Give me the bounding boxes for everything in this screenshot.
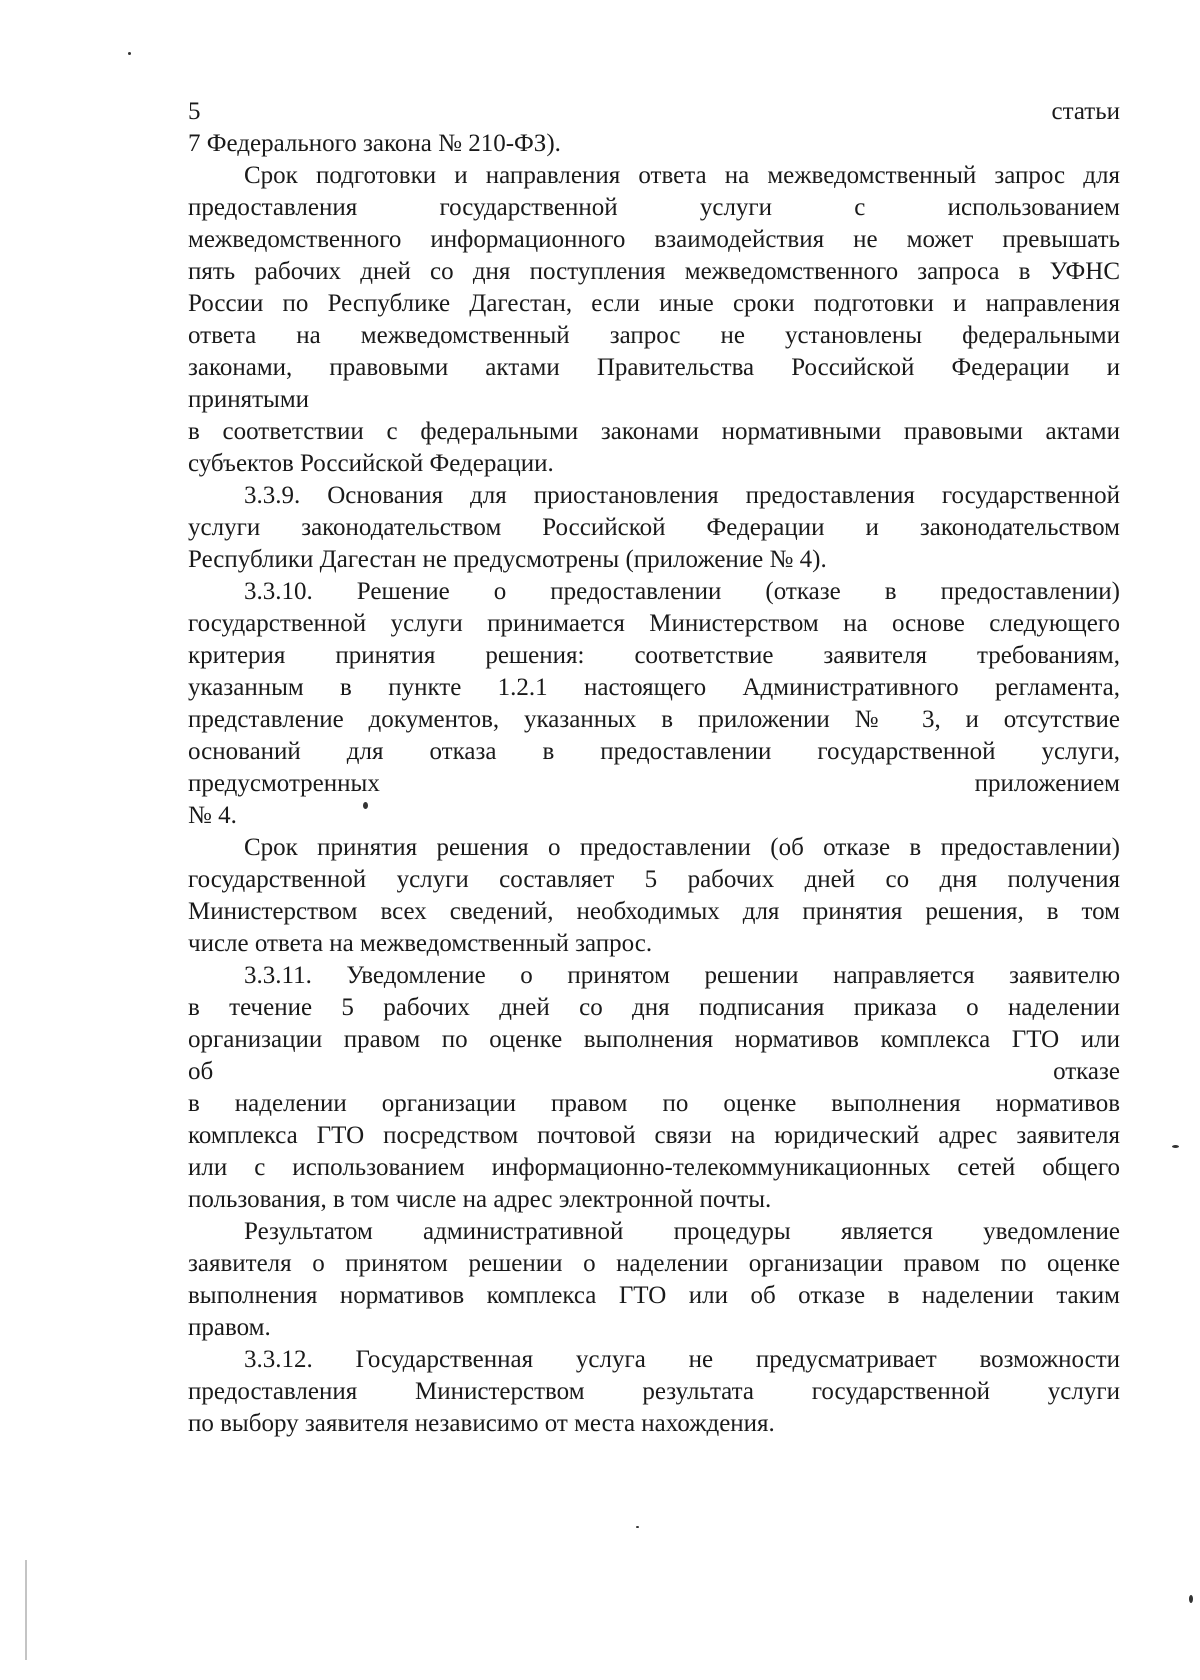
header-continuation-word: статьи [1051, 98, 1120, 125]
text-line: межведомственного информационного взаимодействия не может превышать [188, 226, 1120, 253]
text-line: законами, правовыми актами Правительства Российской Федерации и [188, 354, 1120, 381]
text-line: комплекса ГТО посредством почтовой связи на юридический адрес заявителя [188, 1122, 1120, 1149]
text-line: предоставления Министерством результата государственной услуги [188, 1378, 1120, 1405]
text-line: Республики Дагестан не предусмотрены (приложение № 4). [188, 546, 827, 573]
text-line: 3.3.11. Уведомление о принятом решении направляется заявителю [244, 962, 1120, 989]
text-line: государственной услуги составляет 5 рабочих дней со дня получения [188, 866, 1120, 893]
text-line: государственной услуги принимается Министерством на основе следующего [188, 610, 1120, 637]
text-line: предусмотренных приложением [188, 770, 1120, 797]
text-line: Министерством всех сведений, необходимых для принятия решения, в том [188, 898, 1120, 925]
text-line: 7 Федерального закона № 210-ФЗ). [188, 130, 561, 157]
text-line: или с использованием информационно-телекоммуникационных сетей общего [188, 1154, 1120, 1181]
text-line: заявителя о принятом решении о наделении организации правом по оценке [188, 1250, 1120, 1277]
scan-speck [363, 802, 368, 809]
text-line: № 4. [188, 802, 237, 829]
document-body [188, 128, 1120, 1440]
scan-speck [636, 1526, 639, 1528]
text-line: предоставления государственной услуги с использованием [188, 194, 1120, 221]
text-line: оснований для отказа в предоставлении государственной услуги, [188, 738, 1120, 765]
text-line: правом. [188, 1314, 271, 1341]
text-line: критерия принятия решения: соответствие заявителя требованиям, [188, 642, 1120, 669]
page-header [188, 96, 1120, 128]
scan-speck [1189, 1595, 1193, 1603]
scan-edge-mark [25, 1560, 27, 1660]
text-line: об отказе [188, 1058, 1120, 1085]
scan-speck [128, 52, 131, 55]
scan-speck [1172, 1145, 1179, 1148]
text-line: в наделении организации правом по оценке выполнения нормативов [188, 1090, 1120, 1117]
text-line: Результатом административной процедуры является уведомление [244, 1218, 1120, 1245]
text-line: в соответствии с федеральными законами нормативными правовыми актами [188, 418, 1120, 445]
text-line: субъектов Российской Федерации. [188, 450, 554, 477]
text-line: организации правом по оценке выполнения нормативов комплекса ГТО или [188, 1026, 1120, 1053]
text-line: по выбору заявителя независимо от места нахождения. [188, 1410, 775, 1437]
text-line: 3.3.9. Основания для приостановления предоставления государственной [244, 482, 1120, 509]
document-page [188, 96, 1120, 1440]
text-line: России по Республике Дагестан, если иные сроки подготовки и направления [188, 290, 1120, 317]
text-line: услуги законодательством Российской Федерации и законодательством [188, 514, 1120, 541]
text-line: принятыми [188, 386, 310, 413]
text-line: 3.3.12. Государственная услуга не предусматривает возможности [244, 1346, 1120, 1373]
text-line: ответа на межведомственный запрос не установлены федеральными [188, 322, 1120, 349]
text-line: выполнения нормативов комплекса ГТО или об отказе в наделении таким [188, 1282, 1120, 1309]
text-line: 3.3.10. Решение о предоставлении (отказе в предоставлении) [244, 578, 1120, 605]
text-line: Срок подготовки и направления ответа на межведомственный запрос для [244, 162, 1120, 189]
page-number: 5 [188, 98, 201, 125]
text-line: пять рабочих дней со дня поступления межведомственного запроса в УФНС [188, 258, 1120, 285]
text-line: числе ответа на межведомственный запрос. [188, 930, 653, 957]
text-line: пользования, в том числе на адрес электронной почты. [188, 1186, 772, 1213]
text-line: в течение 5 рабочих дней со дня подписания приказа о наделении [188, 994, 1120, 1021]
text-line: указанным в пункте 1.2.1 настоящего Административного регламента, [188, 674, 1120, 701]
text-line: Срок принятия решения о предоставлении (об отказе в предоставлении) [244, 834, 1120, 861]
text-line: представление документов, указанных в приложении № 3, и отсутствие [188, 706, 1120, 733]
